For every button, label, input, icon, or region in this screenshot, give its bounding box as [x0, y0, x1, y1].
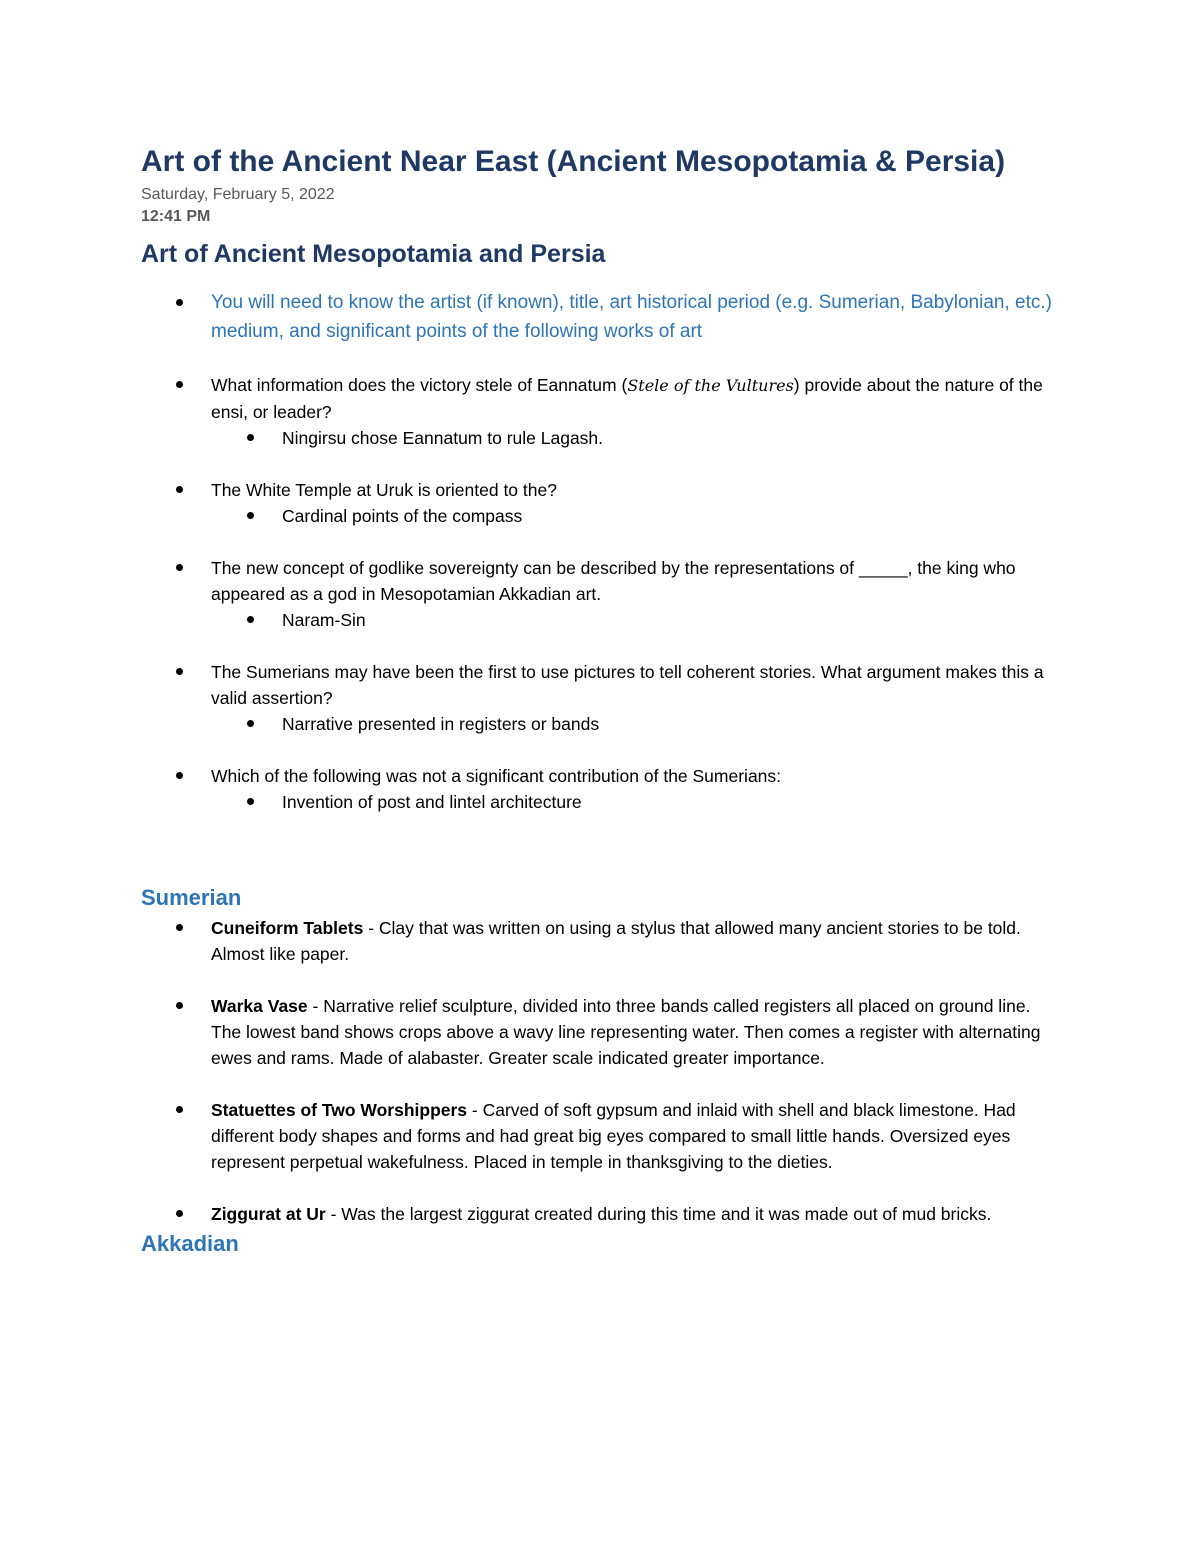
item-term: Statuettes of Two Worshippers [211, 1100, 468, 1120]
item-desc: - Carved of soft gypsum and inlaid with shell and black limestone. Had different body shapes and forms and had great big eyes compared to small little hands. Oversized eyes represent perpetual wakefulness. Placed in temple in thanksgiving to the dieties. [211, 1100, 1016, 1172]
question-item [141, 372, 1061, 425]
section-title-sumerian: Sumerian [141, 885, 242, 910]
list-item [141, 1201, 1061, 1227]
list-item [141, 915, 1061, 967]
time-stamp: 12:41 PM [141, 208, 211, 225]
question-item: The White Temple at Uruk is oriented to the? [141, 477, 1061, 503]
date-stamp: Saturday, February 5, 2022 [141, 186, 335, 203]
answer-item: Narrative presented in registers or bands [141, 711, 1061, 737]
item-desc: - Narrative relief sculpture, divided into three bands called registers all placed on ground line. The lowest band shows crops above a wavy line representing water. Then comes a register with alternating ewes and rams. Made of alabaster. Greater scale indicated greater importance. [211, 996, 1041, 1068]
answer-item: Naram-Sin [141, 607, 1061, 633]
answer-item: Cardinal points of the compass [141, 503, 1061, 529]
list-item [141, 993, 1061, 1071]
item-desc: - Clay that was written on using a stylus that allowed many ancient stories to be told. Almost like paper. [211, 918, 1021, 964]
item-desc: - Was the largest ziggurat created during this time and it was made out of mud bricks. [325, 1204, 992, 1224]
question-item: Which of the following was not a significant contribution of the Sumerians: [141, 763, 1061, 789]
item-term: Cuneiform Tablets [211, 918, 364, 938]
intro-bullet: You will need to know the artist (if known), title, art historical period (e.g. Sumerian, Babylonian, etc.) medium, and significant points of the following works of art [141, 288, 1061, 346]
answer-item: Ningirsu chose Eannatum to rule Lagash. [141, 425, 1061, 451]
item-term: Warka Vase [211, 996, 308, 1016]
sumerian-list [141, 915, 1061, 1227]
page-title: Art of the Ancient Near East (Ancient Mesopotamia & Persia) [141, 145, 1006, 178]
section-title-akkadian: Akkadian [141, 1231, 239, 1256]
question-list [141, 288, 1061, 815]
item-term: Ziggurat at Ur [211, 1204, 326, 1224]
question-italic: Stele of the Vultures [627, 376, 794, 395]
question-item: The Sumerians may have been the first to use pictures to tell coherent stories. What argument makes this a valid assertion? [141, 659, 1061, 711]
document-page [141, 140, 1061, 1261]
question-text: ) provide about the nature of the ensi, or leader? [211, 375, 1043, 422]
section-heading: Art of Ancient Mesopotamia and Persia [141, 240, 606, 268]
answer-item: Invention of post and lintel architecture [141, 789, 1061, 815]
list-item [141, 1097, 1061, 1175]
question-item: The new concept of godlike sovereignty can be described by the representations of _____, the king who appeared as a god in Mesopotamian Akkadian art. [141, 555, 1061, 607]
question-text: What information does the victory stele of Eannatum ( [211, 375, 628, 395]
